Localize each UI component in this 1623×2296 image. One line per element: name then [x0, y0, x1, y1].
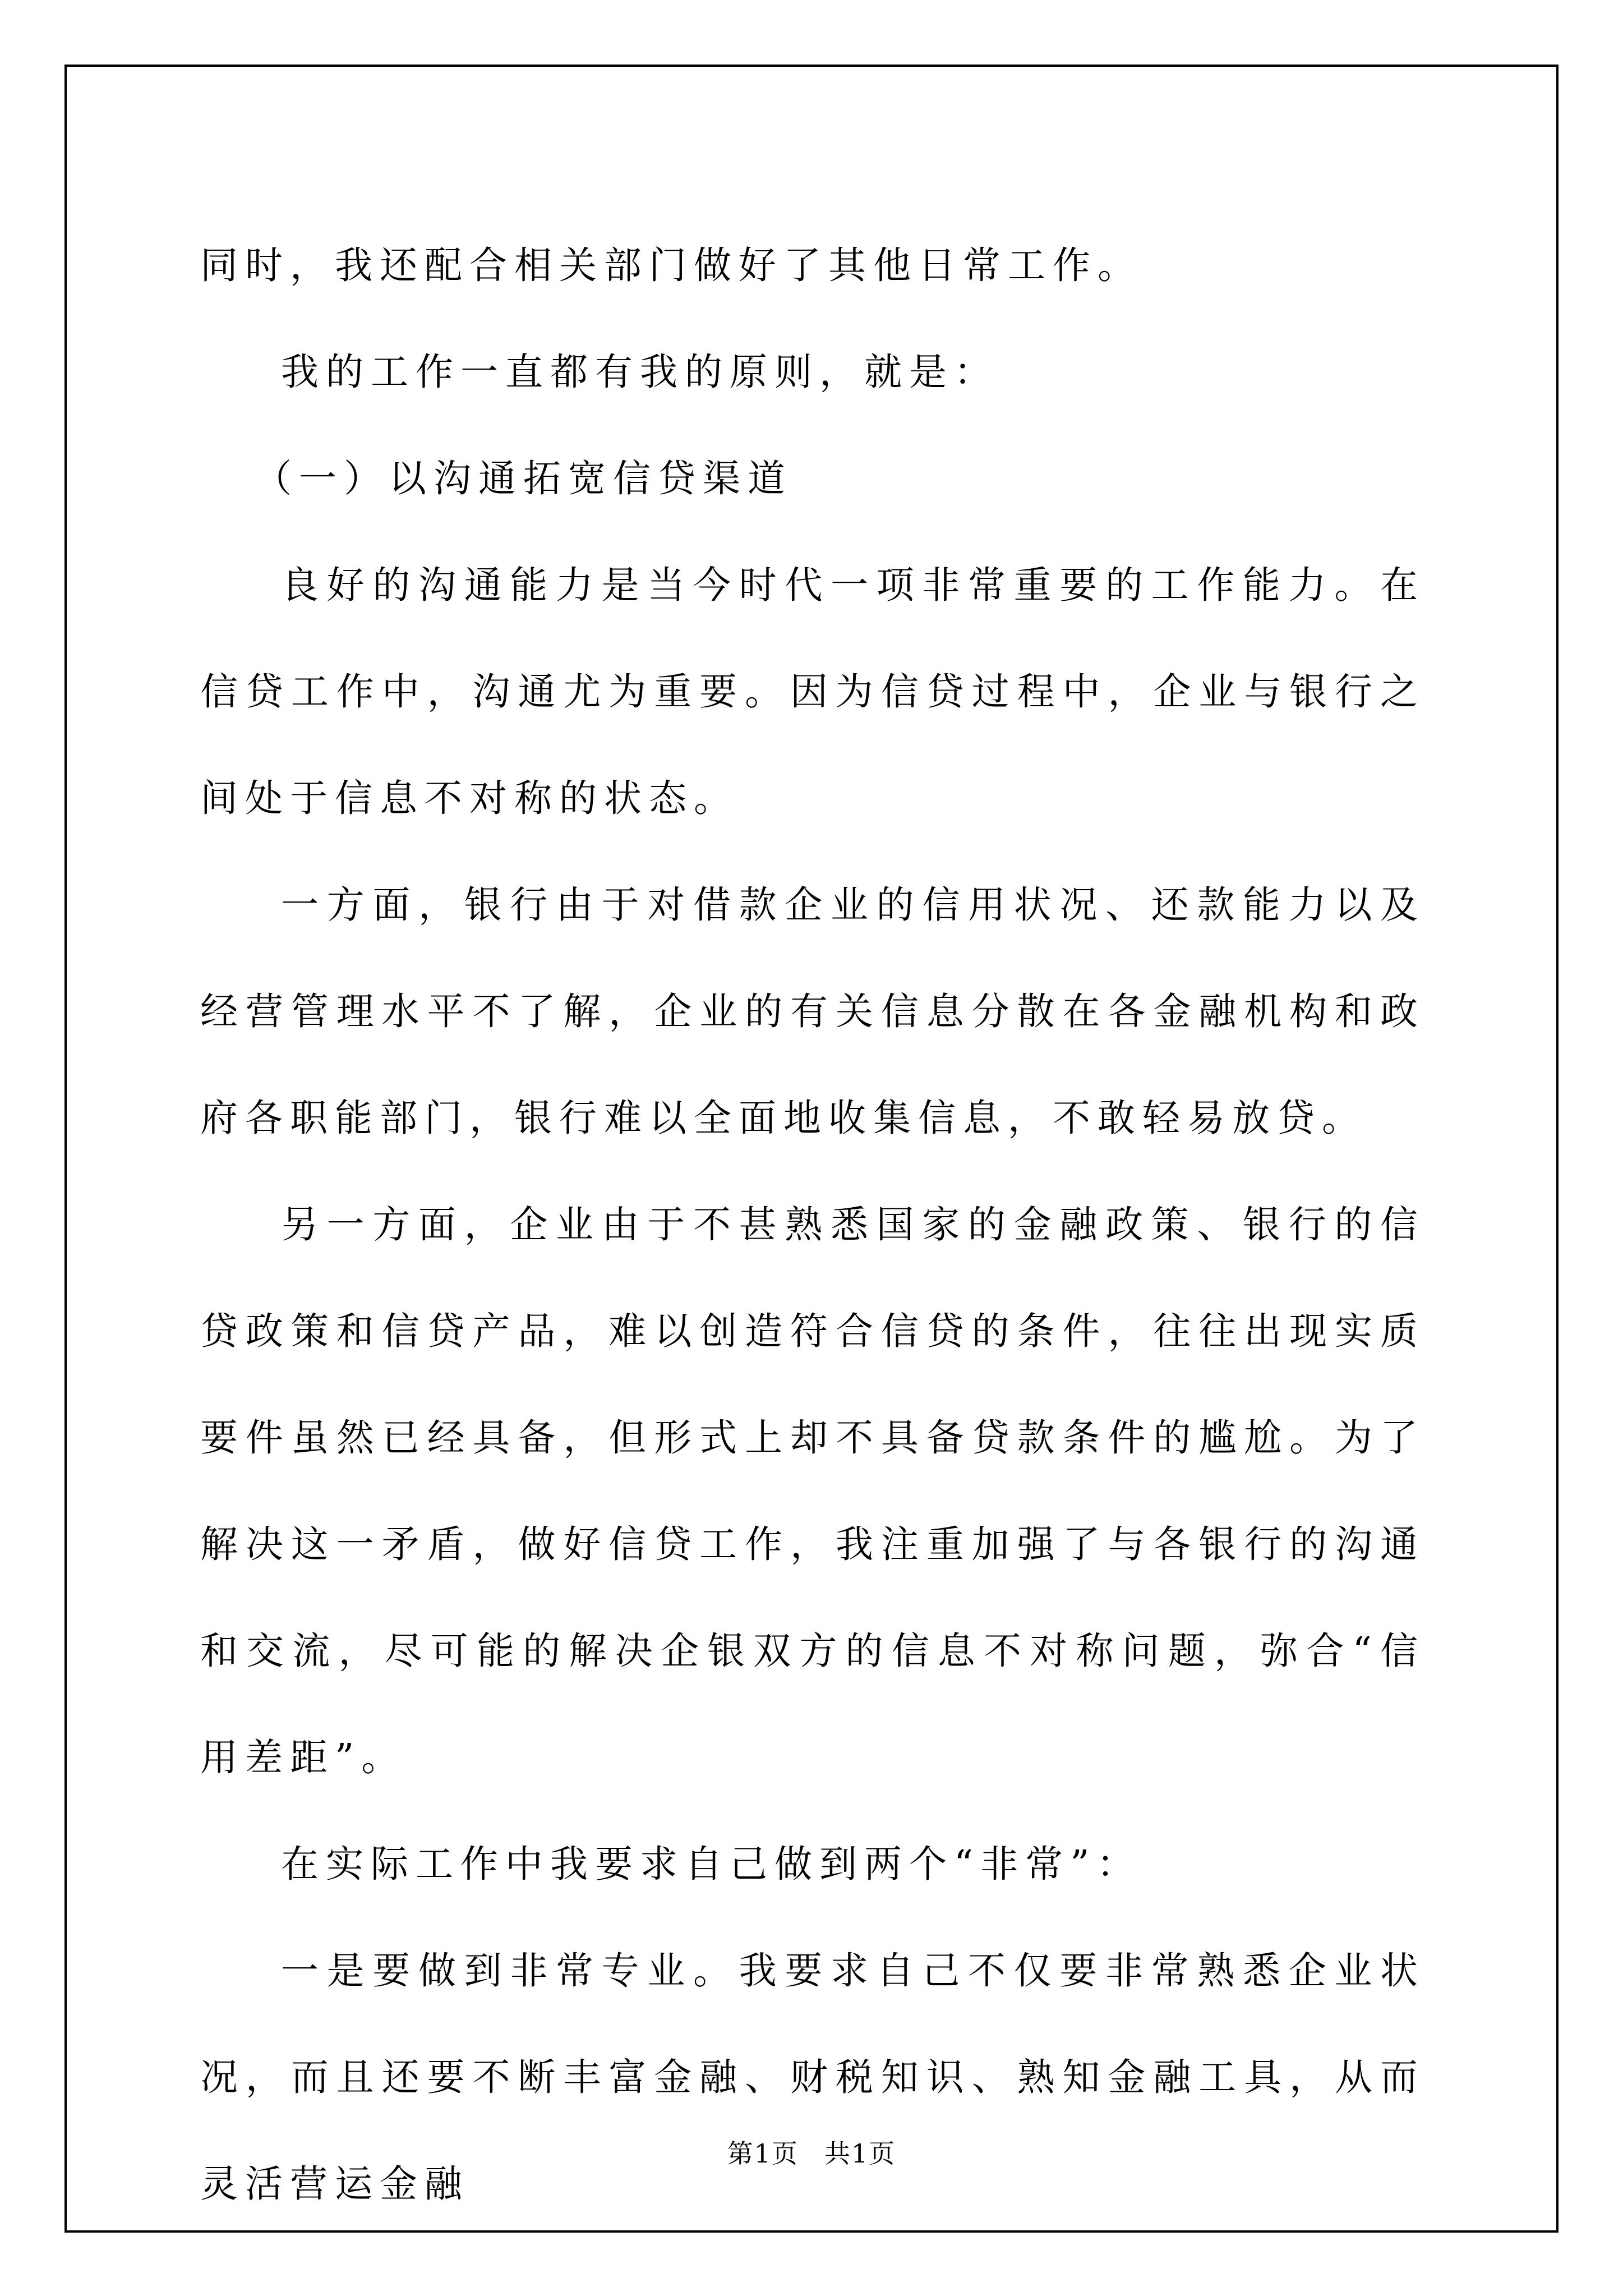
page-footer	[0, 2133, 1623, 2170]
page-total: 共1页	[824, 2138, 896, 2169]
section-heading: （一）以沟通拓宽信贷渠道	[254, 457, 792, 500]
paragraph: 另一方面，企业由于不甚熟悉国家的金融政策、银行的信贷政策和信贷产品，难以创造符合信贷的条件，往往出现实质要件虽然已经具备，但形式上却不具备贷款条件的尴尬。为了解决这一矛盾，做好信贷工作，我注重加强了与各银行的沟通和交流，尽可能的解决企银双方的信息不对称问题，弥合“信用差距”。	[200, 1203, 1425, 1779]
paragraph: 一是要做到非常专业。我要求自己不仅要非常熟悉企业状况，而且还要不断丰富金融、财税知识、熟知金融工具，从而灵活营运金融	[200, 1949, 1425, 2206]
document-body	[200, 212, 1425, 2237]
paragraph: 一方面，银行由于对借款企业的信用状况、还款能力以及经营管理水平不了解，企业的有关信息分散在各金融机构和政府各职能部门，银行难以全面地收集信息，不敢轻易放贷。	[200, 883, 1425, 1140]
paragraph: 良好的沟通能力是当今时代一项非常重要的工作能力。在信贷工作中，沟通尤为重要。因为信贷过程中，企业与银行之间处于信息不对称的状态。	[200, 563, 1425, 820]
paragraph: 同时，我还配合相关部门做好了其他日常工作。	[200, 243, 1142, 287]
paragraph: 我的工作一直都有我的原则，就是：	[281, 350, 999, 394]
paragraph: 在实际工作中我要求自己做到两个“非常”：	[281, 1842, 1142, 1886]
page-number: 第1页	[727, 2138, 799, 2169]
